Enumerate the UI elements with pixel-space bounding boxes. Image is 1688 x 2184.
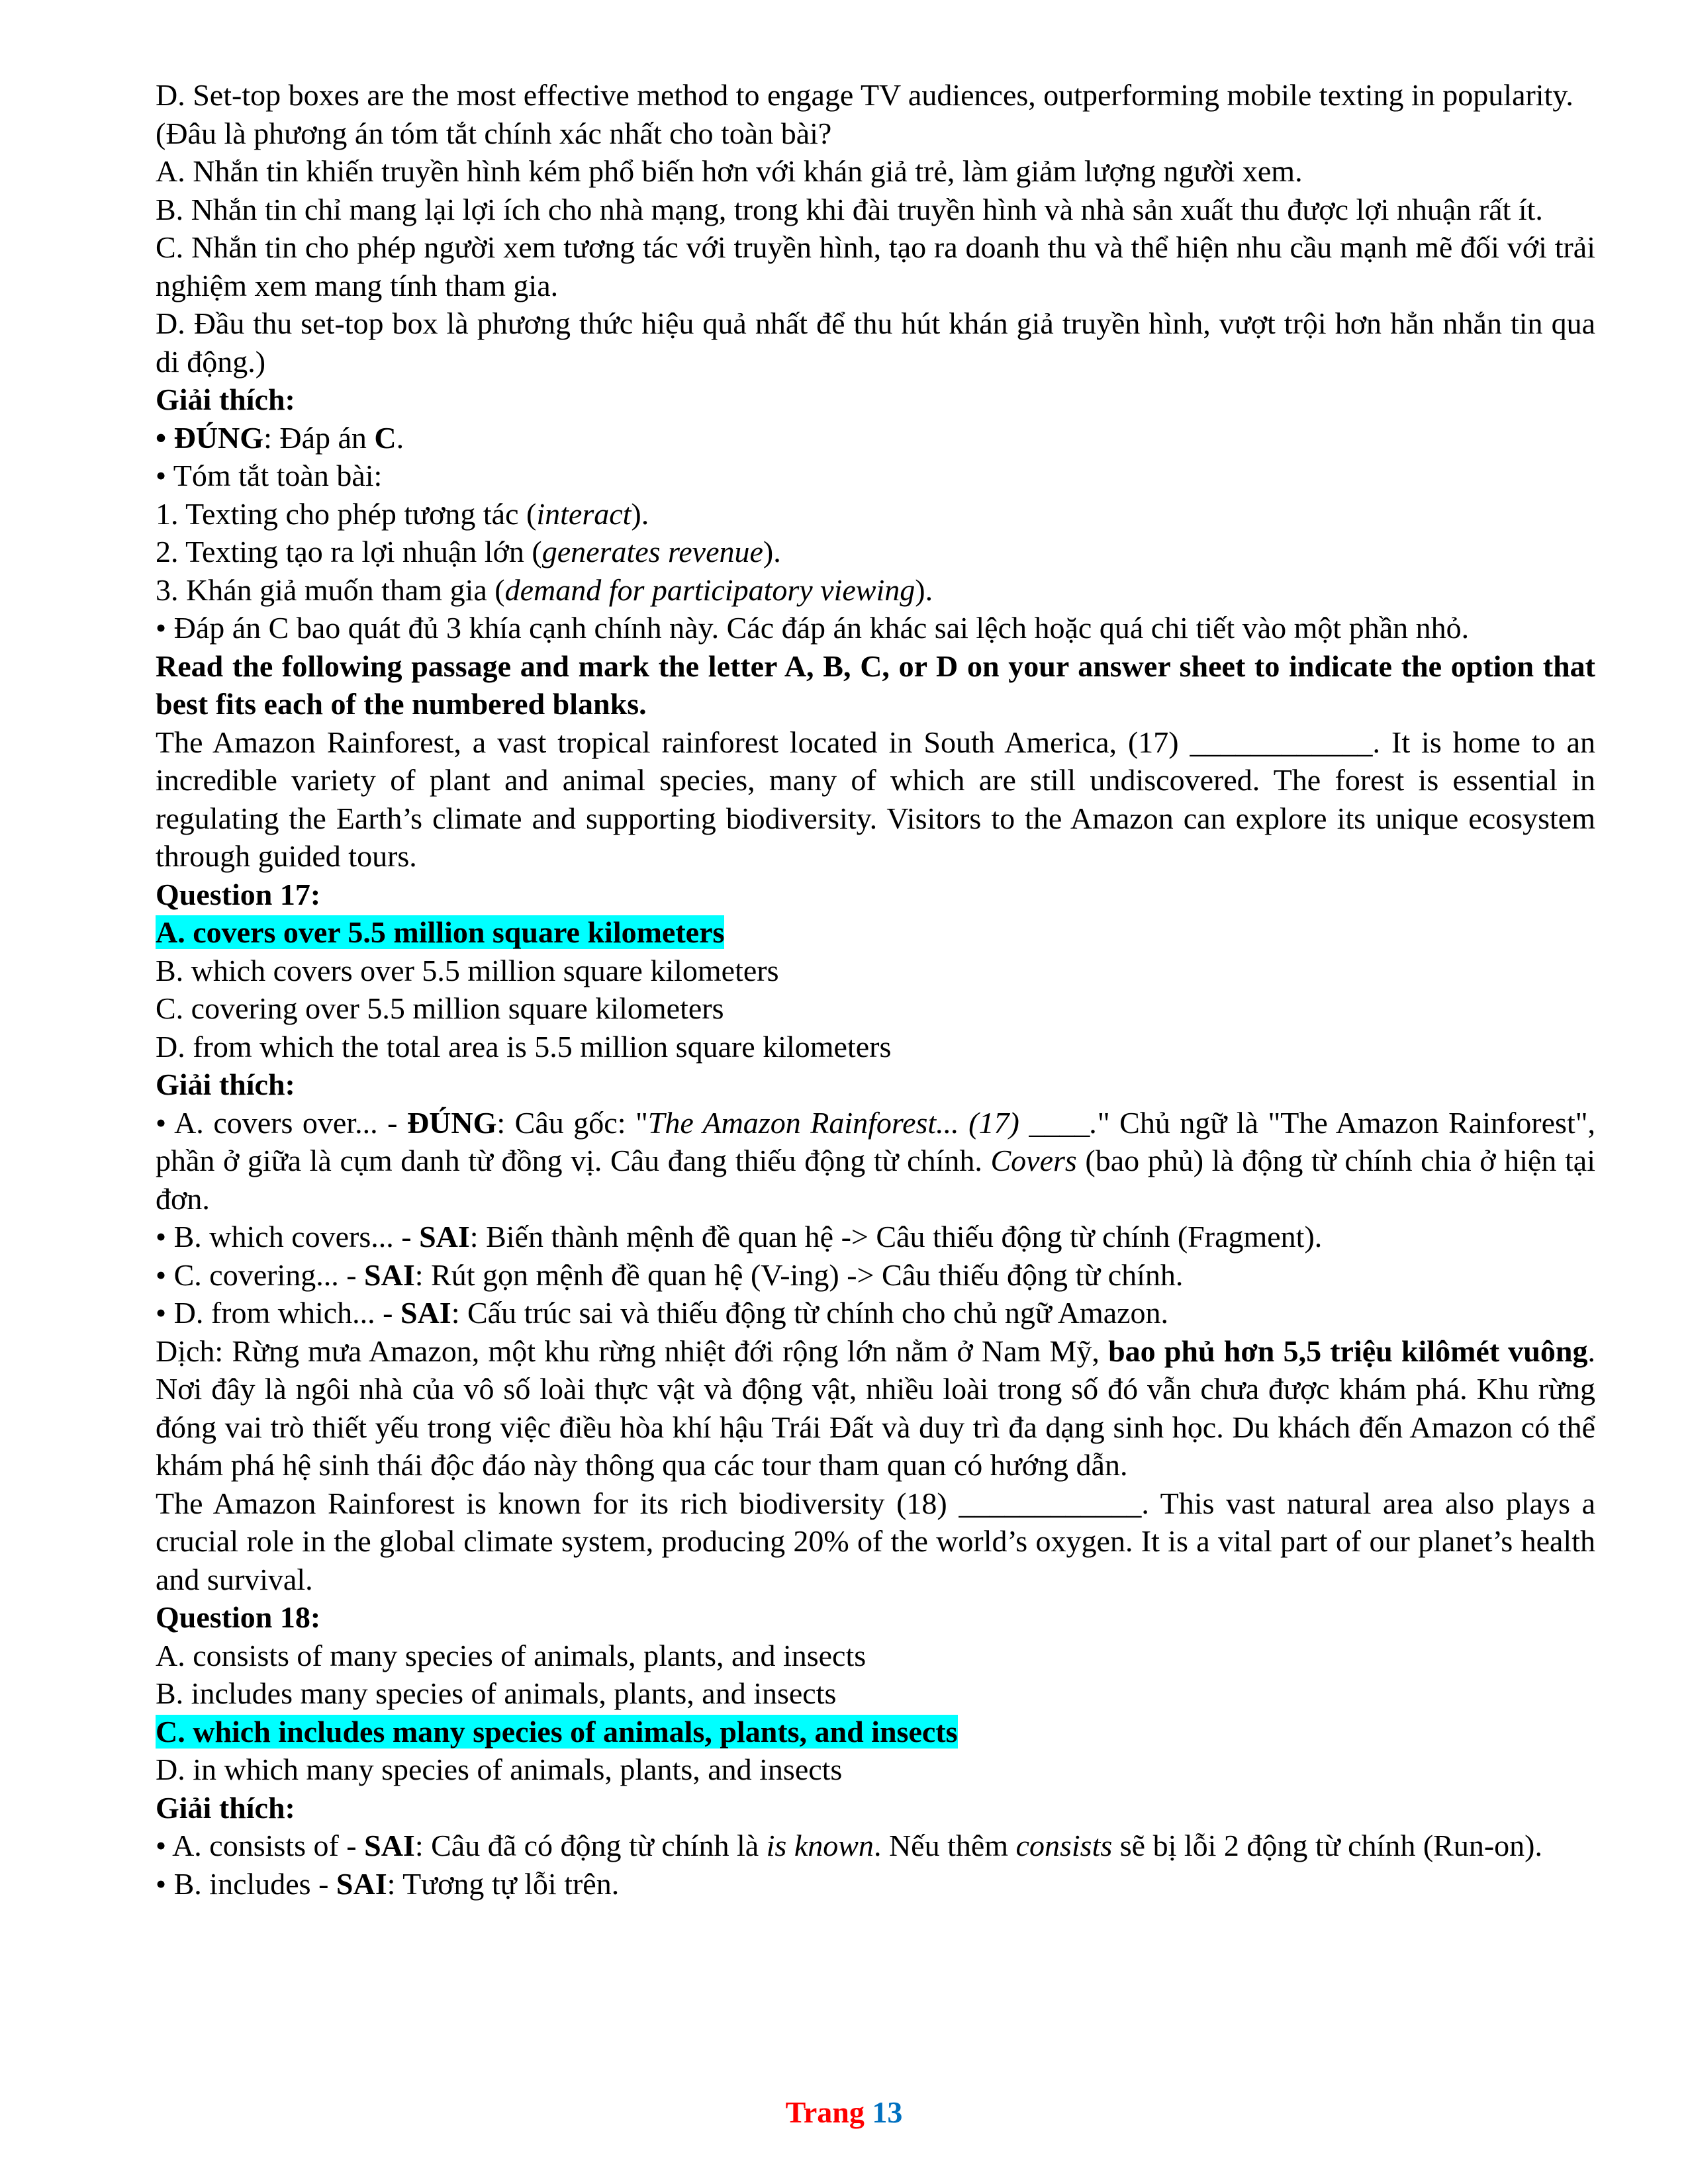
prev-option-b-vi: B. Nhắn tin chỉ mang lại lợi ích cho nhà mạng, trong khi đài truyền hình và nhà sản xuất thu được lợi nhuận rất ít. bbox=[156, 192, 1543, 226]
q18-explanation-title: Giải thích: bbox=[156, 1790, 295, 1825]
page-label: Trang bbox=[785, 2095, 865, 2129]
prev-summary-2: 2. Texting tạo ra lợi nhuận lớn (generates revenue). bbox=[156, 535, 781, 569]
q18-option-a: A. consists of many species of animals, plants, and insects bbox=[156, 1638, 867, 1672]
question-18-title: Question 18: bbox=[156, 1600, 321, 1634]
prev-summary-3: 3. Khán giả muốn tham gia (demand for participatory viewing). bbox=[156, 572, 933, 607]
prev-option-d-vi: D. Đầu thu set-top box là phương thức hiệu quả nhất để thu hút khán giả truyền hình, vượt trội hơn hẳn nhắn tin qua di động.) bbox=[156, 306, 1595, 379]
page-number: 13 bbox=[872, 2095, 903, 2129]
prev-correct-line: • ĐÚNG: Đáp án C. bbox=[156, 420, 404, 455]
prev-option-a-vi: A. Nhắn tin khiến truyền hình kém phổ biến hơn với khán giả trẻ, làm giảm lượng người xem. bbox=[156, 154, 1303, 188]
q17-expl-d: • D. from which... - SAI: Cấu trúc sai và thiếu động từ chính cho chủ ngữ Amazon. bbox=[156, 1296, 1169, 1330]
q17-expl-c: • C. covering... - SAI: Rút gọn mệnh đề quan hệ (V-ing) -> Câu thiếu động từ chính. bbox=[156, 1257, 1184, 1292]
q17-expl-a: • A. covers over... - ĐÚNG: Câu gốc: "The Amazon Rainforest... (17) ____." Chủ ngữ là "The Amazon Rainforest", phần ở giữa là cụm danh từ đồng vị. Câu đang thiếu động từ chính. Covers (bao phủ) là động từ chính chia ở hiện tại đơn. bbox=[156, 1105, 1596, 1216]
q18-expl-a: • A. consists of - SAI: Câu đã có động từ chính là is known. Nếu thêm consists sẽ bị lỗi 2 động từ chính (Run-on). bbox=[156, 1829, 1542, 1862]
prev-summary-1: 1. Texting cho phép tương tác (interact). bbox=[156, 496, 649, 531]
prev-question-vi: (Đâu là phương án tóm tắt chính xác nhất cho toàn bài? bbox=[156, 116, 832, 150]
q17-option-b: B. which covers over 5.5 million square kilometers bbox=[156, 953, 779, 987]
q17-option-a bbox=[156, 913, 1595, 952]
q18-option-c bbox=[156, 1713, 1595, 1751]
bullet: • bbox=[156, 420, 174, 455]
q18-option-d: D. in which many species of animals, plants, and insects bbox=[156, 1752, 843, 1786]
passage-2: The Amazon Rainforest is known for its rich biodiversity (18) ____________. This vast natural area also plays a crucial role in the global climate system, producing 20% of the world’s oxygen. It is a vital part of our planet’s health and survival. bbox=[156, 1486, 1595, 1596]
q18-expl-b: • B. includes - SAI: Tương tự lỗi trên. bbox=[156, 1866, 620, 1901]
passage-1: The Amazon Rainforest, a vast tropical rainforest located in South America, (17) ____________. It is home to an incredible variety of plant and animal species, many of which are still undiscovered. The forest is essential in regulating the Earth’s climate and supporting biodiversity. Visitors to the Amazon can explore its unique ecosystem through guided tours. bbox=[156, 725, 1595, 873]
question-17-title: Question 17: bbox=[156, 877, 321, 911]
prev-final-note: • Đáp án C bao quát đủ 3 khía cạnh chính này. Các đáp án khác sai lệch hoặc quá chi tiết vào một phần nhỏ. bbox=[156, 611, 1470, 645]
q17-explanation-title: Giải thích: bbox=[156, 1068, 295, 1101]
q17-option-c: C. covering over 5.5 million square kilometers bbox=[156, 991, 724, 1025]
q17-translation: Dịch: Rừng mưa Amazon, một khu rừng nhiệt đới rộng lớn nằm ở Nam Mỹ, bao phủ hơn 5,5 triệu kilômét vuông. Nơi đây là ngôi nhà của vô số loài thực vật và động vật, nhiều loài trong số đó vẫn chưa được khám phá. Khu rừng đóng vai trò thiết yếu trong việc điều hòa khí hậu Trái Đất và duy trì đa dạng sinh học. Du khách đến Amazon có thể khám phá hệ sinh thái độc đáo này thông qua các tour tham quan có hướng dẫn. bbox=[156, 1334, 1595, 1482]
section-instruction: Read the following passage and mark the letter A, B, C, or D on your answer sheet to indicate the option that best fits each of the numbered blanks. bbox=[156, 649, 1595, 721]
correct-word: ĐÚNG bbox=[173, 420, 264, 455]
page-footer bbox=[0, 2095, 1688, 2130]
prev-explanation-title: Giải thích: bbox=[156, 383, 295, 416]
q17-option-d: D. from which the total area is 5.5 million square kilometers bbox=[156, 1029, 892, 1064]
document-page bbox=[156, 76, 1595, 1903]
prev-summary-intro: • Tóm tắt toàn bài: bbox=[156, 459, 383, 492]
q17-expl-b: • B. which covers... - SAI: Biến thành mệnh đề quan hệ -> Câu thiếu động từ chính (Fragment). bbox=[156, 1220, 1323, 1253]
correct-letter: C bbox=[374, 420, 397, 455]
prev-option-c-vi: C. Nhắn tin cho phép người xem tương tác với truyền hình, tạo ra doanh thu và thể hiện nhu cầu mạnh mẽ đối với trải nghiệm xem mang tính tham gia. bbox=[156, 230, 1595, 302]
q17-option-a-highlight: A. covers over 5.5 million square kilometers bbox=[156, 915, 725, 949]
q18-option-c-highlight: C. which includes many species of animals, plants, and insects bbox=[156, 1714, 958, 1749]
q18-option-b: B. includes many species of animals, plants, and insects bbox=[156, 1676, 837, 1710]
prev-option-d-en: D. Set-top boxes are the most effective method to engage TV audiences, outperforming mobile texting in popularity. bbox=[156, 78, 1573, 112]
